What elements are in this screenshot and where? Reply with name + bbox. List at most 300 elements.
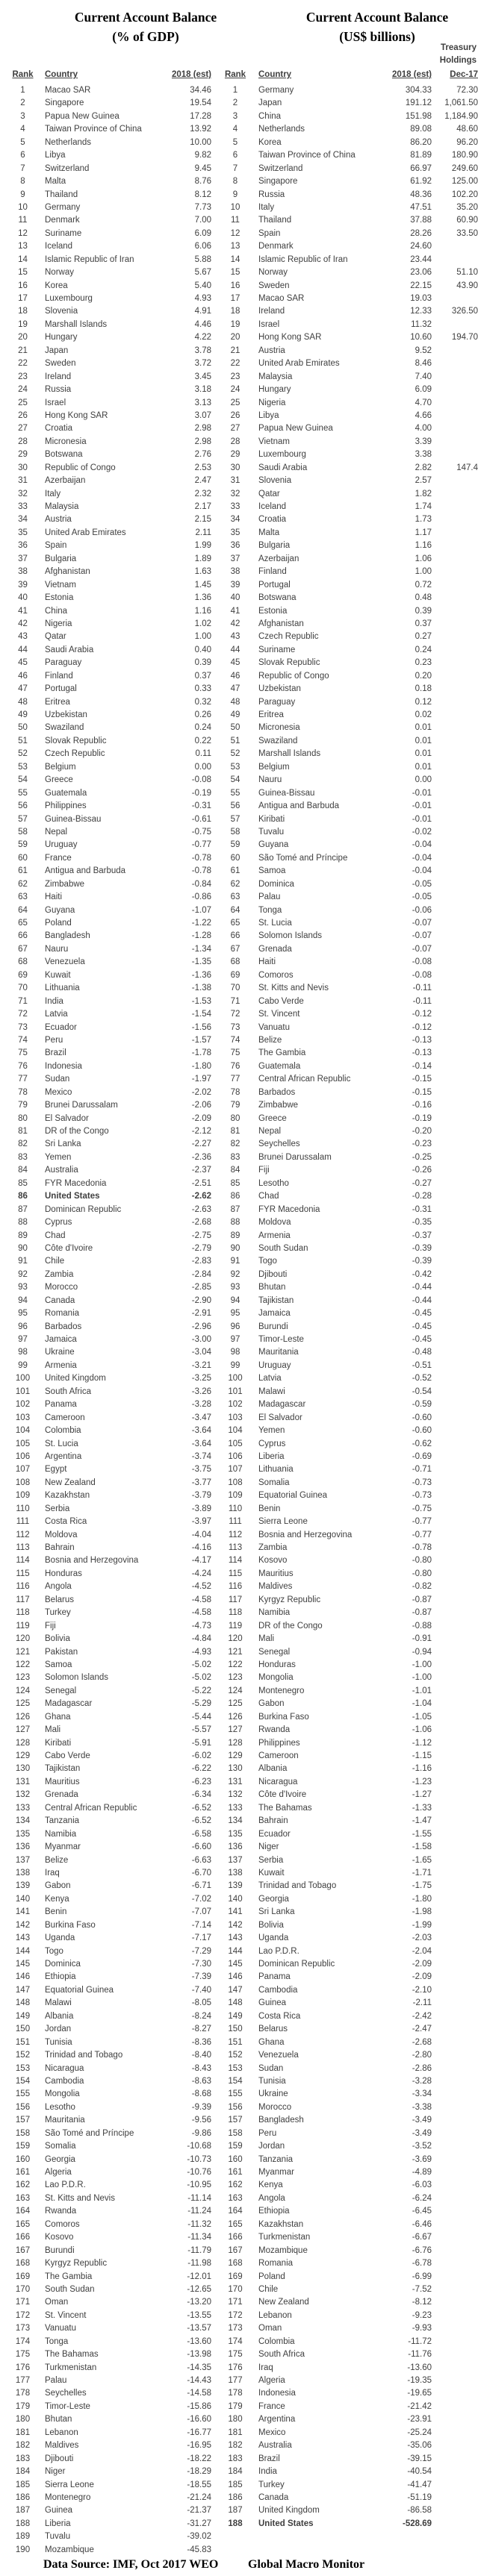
- rank-cell: 182: [228, 2441, 243, 2451]
- table-row: [224, 800, 478, 813]
- table-row: [10, 1255, 211, 1268]
- country-cell: China: [258, 111, 282, 121]
- rank-cell: 145: [228, 1960, 243, 1969]
- country-cell: Chile: [258, 2284, 279, 2294]
- treasury-cell: [432, 1321, 478, 1334]
- rank-cell: 158: [15, 2128, 31, 2138]
- country-cell: Palau: [258, 892, 281, 902]
- rank-cell: 73: [18, 1022, 28, 1032]
- rank-cell: 102: [15, 1400, 31, 1410]
- rank-cell: 125: [15, 1699, 31, 1709]
- table-row: [224, 1138, 478, 1151]
- country-cell: Vietnam: [258, 437, 290, 446]
- value-cell: -0.39: [412, 1243, 432, 1253]
- table-row: [10, 1867, 211, 1880]
- rank-cell: 101: [15, 1387, 31, 1396]
- rank-cell: 118: [228, 1608, 243, 1618]
- value-cell: -0.78: [191, 866, 211, 876]
- value-cell: -13.57: [187, 2324, 211, 2333]
- value-cell: -0.27: [412, 1178, 432, 1188]
- rank-cell: 2: [232, 99, 238, 108]
- treasury-cell: [432, 1672, 478, 1684]
- table-row: [10, 2036, 211, 2049]
- table-row: [224, 592, 478, 604]
- country-cell: Croatia: [258, 515, 287, 525]
- treasury-cell: 194.70: [451, 333, 478, 343]
- treasury-cell: [432, 787, 478, 800]
- rank-cell: 138: [15, 1868, 31, 1878]
- table-row: [10, 1489, 211, 1502]
- rank-cell: 8: [20, 177, 25, 187]
- treasury-cell: 1,061.50: [444, 99, 478, 108]
- country-cell: Norway: [258, 268, 288, 278]
- rank-cell: 4: [20, 125, 25, 134]
- value-cell: 2.47: [194, 476, 211, 486]
- rank-cell: 103: [15, 1413, 31, 1422]
- value-cell: 0.00: [415, 775, 432, 785]
- country-cell: Tonga: [258, 905, 282, 915]
- table-row: [10, 189, 211, 201]
- value-cell: 1.99: [194, 541, 211, 551]
- country-cell: Belize: [258, 1035, 282, 1045]
- value-cell: -2.68: [412, 2037, 432, 2047]
- country-cell: Romania: [258, 2259, 294, 2269]
- value-cell: -1.38: [191, 984, 211, 993]
- table-row: [10, 1919, 211, 1932]
- rank-cell: 110: [228, 1504, 243, 1513]
- rank-cell: 49: [230, 710, 240, 719]
- country-cell: Australia: [258, 2441, 292, 2451]
- rank-cell: 111: [229, 1517, 242, 1527]
- value-cell: -7.17: [191, 1933, 211, 1943]
- table-row: [10, 1463, 211, 1476]
- table-row: [10, 1698, 211, 1710]
- value-cell: -2.09: [412, 1960, 432, 1969]
- table-row: [224, 123, 478, 136]
- country-cell: Bahrain: [258, 1816, 288, 1826]
- table-row: [224, 774, 478, 787]
- country-cell: Angola: [258, 2193, 285, 2203]
- country-cell: Eritrea: [258, 710, 284, 719]
- value-cell: -2.47: [412, 2025, 432, 2034]
- rank-cell: 107: [15, 1465, 31, 1475]
- table-row: [10, 1880, 211, 1892]
- rank-cell: 22: [230, 359, 240, 369]
- country-cell: Malaysia: [258, 372, 293, 381]
- table-row: [10, 2322, 211, 2335]
- rank-cell: 65: [230, 919, 240, 928]
- rank-cell: 185: [15, 2480, 31, 2489]
- rank-cell: 130: [15, 1764, 31, 1774]
- rank-cell: 147: [228, 1985, 243, 1995]
- value-cell: -1.71: [412, 1868, 432, 1878]
- table-row: [224, 293, 478, 305]
- gdp-header-value: 2018 (est): [171, 70, 211, 79]
- rank-cell: 9: [232, 190, 238, 199]
- gdp-header-rank: Rank: [12, 70, 34, 79]
- value-cell: -6.60: [191, 1842, 211, 1852]
- rank-cell: 90: [18, 1243, 28, 1253]
- value-cell: -0.12: [412, 1022, 432, 1032]
- rank-cell: 55: [230, 788, 240, 798]
- value-cell: -10.95: [187, 2180, 211, 2190]
- table-row: [10, 1659, 211, 1672]
- value-cell: -14.58: [187, 2389, 211, 2398]
- table-row: [10, 878, 211, 891]
- rank-cell: 117: [228, 1595, 243, 1604]
- country-cell: Turkey: [258, 2480, 285, 2489]
- country-cell: Hungary: [258, 385, 291, 395]
- value-cell: -6.34: [191, 1790, 211, 1800]
- table-row: [224, 2063, 478, 2075]
- value-cell: -2.09: [191, 1113, 211, 1123]
- country-cell: Mozambique: [45, 2545, 94, 2554]
- treasury-cell: [432, 956, 478, 969]
- value-cell: -4.84: [191, 1634, 211, 1644]
- rank-cell: 110: [16, 1504, 30, 1513]
- table-row: [10, 1425, 211, 1437]
- table-row: [10, 384, 211, 396]
- table-row: [10, 175, 211, 188]
- table-row: [10, 1022, 211, 1034]
- value-cell: 22.15: [410, 281, 432, 290]
- table-row: [10, 1958, 211, 1971]
- table-row: [224, 2453, 478, 2466]
- treasury-cell: [432, 2049, 478, 2062]
- country-cell: Senegal: [258, 1647, 291, 1657]
- table-row: [224, 1477, 478, 1489]
- treasury-cell: [432, 2310, 478, 2322]
- country-cell: Liberia: [258, 1451, 285, 1461]
- table-row: [10, 1204, 211, 1216]
- table-row: [224, 2427, 478, 2439]
- table-row: [224, 1438, 478, 1451]
- country-cell: Cameroon: [258, 1751, 299, 1760]
- country-cell: Venezuela: [45, 957, 85, 967]
- rank-cell: 18: [230, 307, 240, 316]
- value-cell: -2.62: [191, 1192, 211, 1201]
- rank-cell: 12: [230, 228, 240, 238]
- value-cell: 13.92: [190, 125, 211, 134]
- value-cell: -9.56: [191, 2116, 211, 2125]
- value-cell: -14.43: [187, 2376, 211, 2385]
- table-row: [224, 1854, 478, 1867]
- table-row: [224, 1945, 478, 1958]
- table-row: [224, 1425, 478, 1437]
- table-row: [224, 1451, 478, 1463]
- table-row: [224, 839, 478, 851]
- country-cell: New Zealand: [45, 1478, 96, 1487]
- treasury-cell: [432, 852, 478, 865]
- rank-cell: 102: [228, 1400, 243, 1410]
- rank-cell: 127: [228, 1725, 243, 1735]
- table-row: [224, 1047, 478, 1060]
- country-cell: Montenegro: [258, 1686, 305, 1695]
- treasury-cell: [432, 1073, 478, 1086]
- treasury-cell: [432, 1750, 478, 1763]
- table-row: [224, 1295, 478, 1307]
- country-cell: Tanzania: [258, 2154, 294, 2164]
- country-cell: Tuvalu: [258, 827, 285, 837]
- rank-cell: 120: [15, 1634, 31, 1644]
- rank-cell: 181: [228, 2427, 243, 2437]
- value-cell: 3.78: [194, 346, 211, 355]
- treasury-cell: [432, 1151, 478, 1164]
- treasury-cell: 60.90: [456, 216, 478, 225]
- value-cell: 1.02: [194, 619, 211, 628]
- table-row: [224, 2088, 478, 2101]
- country-cell: Azerbaijan: [45, 476, 86, 486]
- table-row: [224, 657, 478, 669]
- table-row: [10, 462, 211, 475]
- table-row: [10, 1334, 211, 1346]
- treasury-cell: [432, 1581, 478, 1593]
- rank-cell: 75: [230, 1048, 240, 1058]
- country-cell: Grenada: [258, 944, 292, 954]
- table-row: [224, 266, 478, 279]
- country-cell: Afghanistan: [258, 619, 304, 628]
- table-row: [10, 1138, 211, 1151]
- table-row: [224, 1763, 478, 1775]
- rank-cell: 95: [230, 1309, 240, 1319]
- value-cell: -0.19: [191, 788, 211, 798]
- country-cell: South Sudan: [45, 2284, 95, 2294]
- value-cell: -0.45: [412, 1309, 432, 1319]
- rank-cell: 168: [228, 2259, 243, 2269]
- treasury-cell: [432, 1113, 478, 1125]
- rank-cell: 93: [18, 1283, 28, 1292]
- rank-cell: 73: [230, 1022, 240, 1032]
- country-cell: Hungary: [45, 333, 78, 343]
- country-cell: China: [45, 606, 68, 616]
- table-row: [224, 2154, 478, 2166]
- table-row: [10, 2466, 211, 2478]
- rank-cell: 67: [230, 944, 240, 954]
- country-cell: Kuwait: [45, 970, 71, 980]
- table-row: [224, 488, 478, 501]
- value-cell: -6.58: [191, 1829, 211, 1839]
- treasury-cell: [432, 696, 478, 709]
- country-cell: Vanuatu: [258, 1022, 290, 1032]
- value-cell: -1.98: [412, 1907, 432, 1917]
- table-row: [10, 2375, 211, 2387]
- country-cell: Moldova: [45, 1530, 78, 1539]
- table-row: [10, 1151, 211, 1164]
- value-cell: -16.77: [187, 2427, 211, 2437]
- treasury-cell: [432, 2492, 478, 2504]
- table-row: [224, 1307, 478, 1320]
- treasury-cell: [432, 254, 478, 266]
- country-cell: Norway: [45, 268, 74, 278]
- rank-cell: 144: [228, 1946, 243, 1956]
- country-cell: Bulgaria: [258, 541, 291, 551]
- rank-cell: 180: [228, 2415, 243, 2425]
- country-cell: St. Vincent: [258, 1010, 300, 1019]
- table-row: [10, 1737, 211, 1750]
- treasury-cell: 43.90: [456, 281, 478, 290]
- value-cell: 81.89: [410, 151, 432, 160]
- table-row: [10, 345, 211, 357]
- rank-cell: 174: [15, 2336, 31, 2346]
- table-row: [224, 1073, 478, 1086]
- treasury-cell: [432, 930, 478, 942]
- value-cell: -11.76: [408, 2350, 432, 2360]
- rank-cell: 116: [228, 1582, 243, 1592]
- treasury-cell: [432, 1295, 478, 1307]
- country-cell: Paraguay: [45, 658, 82, 668]
- table-row: [10, 735, 211, 748]
- rank-cell: 135: [15, 1829, 31, 1839]
- rank-cell: 122: [228, 1660, 243, 1669]
- rank-cell: 78: [230, 1087, 240, 1097]
- table-row: [224, 1529, 478, 1542]
- rank-cell: 124: [15, 1686, 31, 1695]
- value-cell: 3.72: [194, 359, 211, 369]
- treasury-cell: 102.20: [451, 190, 478, 199]
- country-cell: Estonia: [258, 606, 288, 616]
- value-cell: -3.34: [412, 2089, 432, 2099]
- treasury-cell: [432, 1489, 478, 1502]
- table-row: [10, 2128, 211, 2140]
- value-cell: -19.65: [407, 2389, 432, 2398]
- table-row: [224, 1372, 478, 1385]
- rank-cell: 162: [228, 2180, 243, 2190]
- country-cell: Costa Rica: [45, 1517, 87, 1527]
- value-cell: -0.52: [412, 1374, 432, 1384]
- rank-cell: 161: [15, 2168, 31, 2177]
- table-row: [10, 501, 211, 513]
- rank-cell: 184: [228, 2467, 243, 2477]
- table-row: [10, 1060, 211, 1073]
- table-row: [224, 1034, 478, 1047]
- country-cell: Honduras: [45, 1569, 82, 1578]
- table-row: [10, 904, 211, 917]
- country-cell: Mauritania: [258, 1348, 299, 1357]
- treasury-cell: [432, 1945, 478, 1958]
- value-cell: -0.06: [412, 905, 432, 915]
- country-cell: Guatemala: [258, 1061, 301, 1071]
- rank-cell: 24: [18, 385, 28, 395]
- table-row: [224, 709, 478, 722]
- value-cell: -0.44: [412, 1283, 432, 1292]
- value-cell: -0.11: [412, 996, 432, 1006]
- treasury-cell: [432, 605, 478, 618]
- value-cell: -5.44: [191, 1712, 211, 1722]
- value-cell: -39.15: [407, 2454, 432, 2463]
- country-cell: Lesotho: [258, 1178, 289, 1188]
- country-cell: The Bahamas: [258, 1803, 312, 1813]
- value-cell: -6.76: [412, 2245, 432, 2255]
- value-cell: -0.04: [412, 853, 432, 863]
- treasury-cell: [432, 1334, 478, 1346]
- country-cell: Swaziland: [45, 723, 84, 733]
- table-row: [10, 1607, 211, 1619]
- country-cell: Tajikistan: [258, 1295, 294, 1305]
- country-cell: Islamic Republic of Iran: [258, 254, 348, 264]
- treasury-cell: 125.00: [451, 177, 478, 187]
- table-row: [224, 305, 478, 318]
- rank-cell: 128: [15, 1738, 31, 1748]
- country-cell: The Gambia: [45, 2272, 93, 2281]
- rank-cell: 67: [18, 944, 28, 954]
- table-row: [224, 1828, 478, 1841]
- rank-cell: 25: [230, 398, 240, 407]
- table-row: [224, 1204, 478, 1216]
- rank-cell: 62: [18, 879, 28, 889]
- value-cell: 0.20: [415, 671, 432, 681]
- country-cell: South Africa: [258, 2350, 305, 2360]
- rank-cell: 114: [228, 1556, 243, 1566]
- rank-cell: 26: [18, 410, 28, 420]
- country-cell: Antigua and Barbuda: [258, 801, 340, 811]
- country-cell: Taiwan Province of China: [258, 151, 356, 160]
- table-row: [224, 735, 478, 748]
- rank-cell: 10: [230, 202, 240, 212]
- treasury-cell: [432, 2010, 478, 2023]
- treasury-cell: [432, 2322, 478, 2335]
- country-cell: Bulgaria: [45, 554, 77, 563]
- table-row: [10, 2283, 211, 2296]
- value-cell: -6.46: [412, 2219, 432, 2229]
- rank-cell: 143: [228, 1933, 243, 1943]
- value-cell: 8.46: [415, 359, 432, 369]
- rank-cell: 74: [230, 1035, 240, 1045]
- country-cell: Myanmar: [45, 1842, 81, 1852]
- treasury-cell: [432, 1398, 478, 1411]
- table-row: [224, 943, 478, 956]
- rank-cell: 27: [230, 424, 240, 434]
- country-cell: El Salvador: [258, 1413, 302, 1422]
- table-row: [10, 1216, 211, 1229]
- country-cell: Kenya: [45, 1894, 69, 1904]
- treasury-cell: [432, 1594, 478, 1607]
- value-cell: -2.85: [191, 1283, 211, 1292]
- treasury-cell: [432, 2387, 478, 2400]
- table-row: [224, 2401, 478, 2413]
- table-row: [224, 1893, 478, 1906]
- value-cell: -0.60: [412, 1413, 432, 1422]
- value-cell: -6.52: [191, 1803, 211, 1813]
- table-row: [224, 995, 478, 1008]
- usd-table-header-row: [224, 69, 478, 81]
- value-cell: -23.91: [407, 2415, 432, 2425]
- treasury-header-line1: Treasury: [441, 43, 477, 52]
- value-cell: -3.75: [191, 1465, 211, 1475]
- rank-cell: 90: [230, 1243, 240, 1253]
- table-row: [10, 436, 211, 448]
- country-cell: Mexico: [258, 2427, 286, 2437]
- rank-cell: 44: [230, 645, 240, 654]
- value-cell: 0.37: [415, 619, 432, 628]
- value-cell: 2.53: [194, 463, 211, 472]
- treasury-cell: [432, 1659, 478, 1672]
- value-cell: -0.07: [412, 944, 432, 954]
- country-cell: Comoros: [45, 2219, 80, 2229]
- rank-cell: 91: [18, 1257, 28, 1266]
- treasury-cell: [432, 2336, 478, 2348]
- value-cell: -0.48: [412, 1348, 432, 1357]
- rank-cell: 34: [230, 515, 240, 525]
- rank-cell: 32: [230, 489, 240, 498]
- rank-cell: 41: [230, 606, 240, 616]
- country-cell: Jamaica: [258, 1309, 291, 1319]
- rank-cell: 70: [230, 984, 240, 993]
- treasury-cell: [432, 2296, 478, 2309]
- rank-cell: 104: [228, 1426, 243, 1436]
- treasury-cell: [432, 1789, 478, 1801]
- rank-cell: 18: [18, 307, 28, 316]
- value-cell: 3.39: [415, 437, 432, 446]
